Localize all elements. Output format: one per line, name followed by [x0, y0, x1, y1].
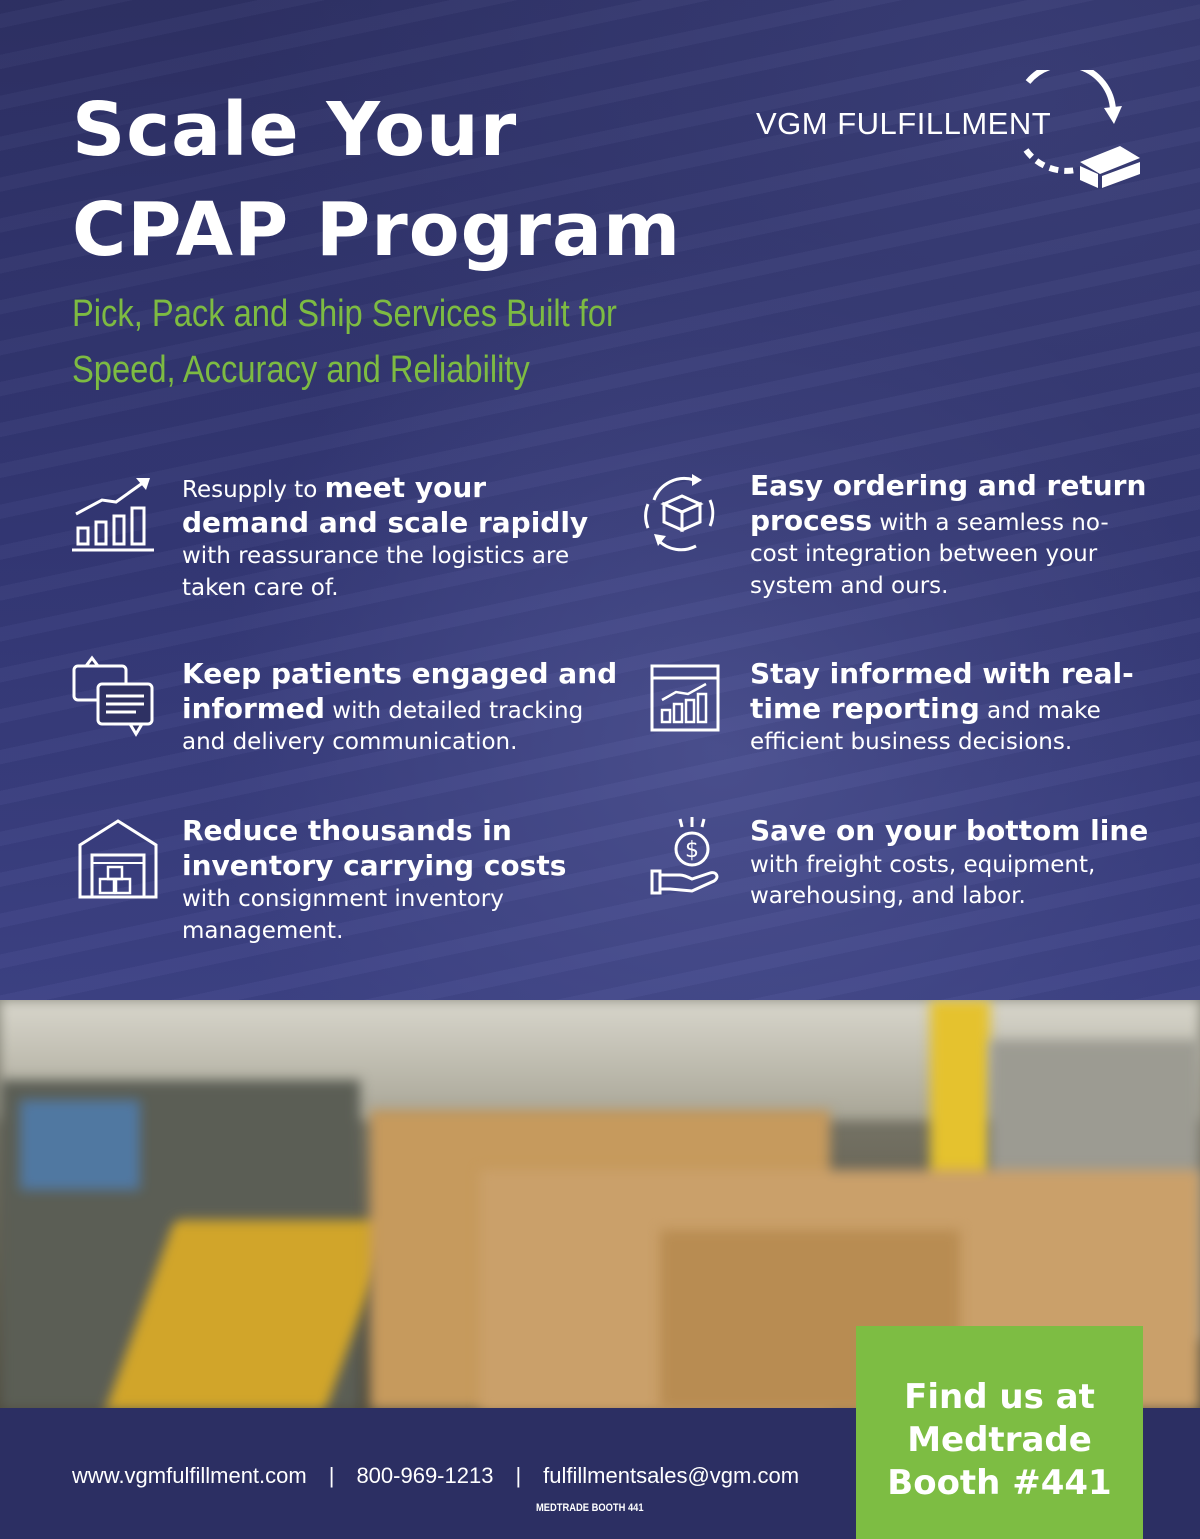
logo-text: VGM FULFILLMENT	[756, 106, 1052, 141]
box-cycle-icon	[640, 470, 730, 550]
warehouse-icon	[72, 815, 162, 895]
phone-link[interactable]: 800-969-1213	[356, 1463, 494, 1488]
booth-note: MEDTRADE BOOTH 441	[536, 1502, 644, 1514]
subtitle-line-1: Pick, Pack and Ship Services Built for	[72, 293, 617, 335]
feature-text: Easy ordering and return process with a seamless no-cost integration between your system and ours.	[750, 469, 1147, 599]
booth-callout	[856, 1326, 1143, 1539]
title-line-2: CPAP Program	[72, 187, 682, 273]
growth-chart-icon	[72, 472, 162, 552]
email-link[interactable]: fulfillmentsales@vgm.com	[543, 1463, 800, 1488]
svg-text:$: $	[685, 838, 699, 863]
website-link[interactable]: www.vgmfulfillment.com	[72, 1463, 307, 1488]
feature-text: Stay informed with real-time reporting and make efficient business decisions.	[750, 657, 1134, 755]
feature-text: Reduce thousands in inventory carrying costs with consignment inventory management.	[182, 814, 567, 944]
separator: |	[515, 1463, 522, 1488]
feature-text: Save on your bottom line with freight costs, equipment, warehousing, and labor.	[750, 814, 1149, 909]
title-line-1: Scale Your	[72, 87, 518, 173]
box-arrow-logo-icon	[1018, 70, 1148, 190]
feature-text: Keep patients engaged and informed with detailed tracking and delivery communication.	[182, 657, 618, 755]
page-title	[72, 80, 772, 280]
page-subtitle	[72, 286, 691, 398]
booth-callout-text: Find us at Medtrade Booth #441	[887, 1377, 1112, 1503]
savings-hand-icon	[640, 815, 730, 895]
separator: |	[328, 1463, 335, 1488]
feature-text: Resupply to meet your demand and scale rapidly with reassurance the logistics are taken care of.	[182, 471, 589, 601]
brand-logo	[756, 70, 1156, 190]
subtitle-line-2: Speed, Accuracy and Reliability	[72, 349, 530, 391]
report-dashboard-icon	[640, 658, 730, 738]
chat-bubbles-icon	[72, 658, 162, 738]
contact-line	[72, 1463, 832, 1489]
